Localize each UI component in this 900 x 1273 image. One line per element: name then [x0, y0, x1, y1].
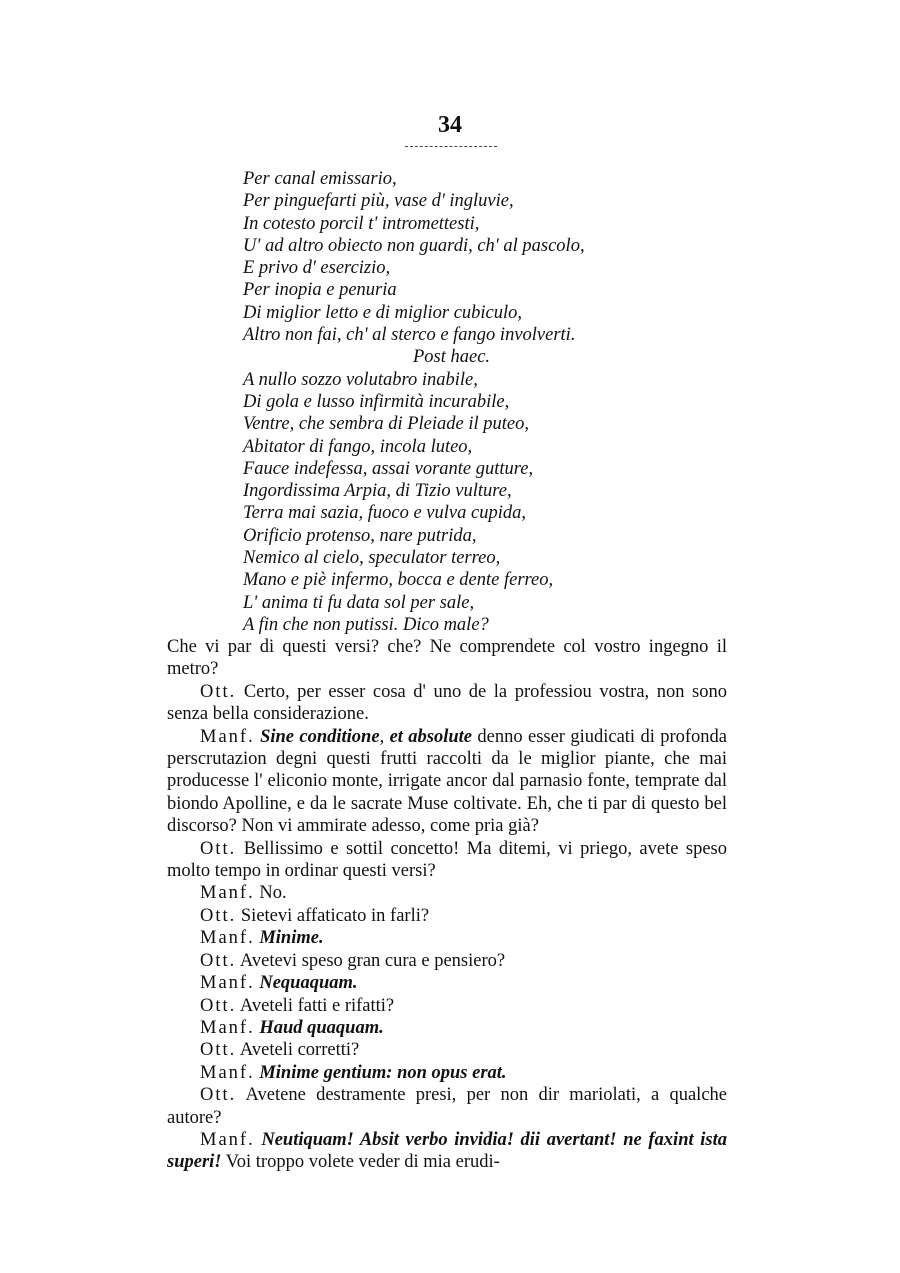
speaker-name: Manf. [200, 726, 255, 747]
verse-line: Abitator di fango, incola luteo, [243, 436, 473, 457]
dialogue-paragraph [167, 882, 727, 904]
speaker-name: Ott. [200, 838, 237, 859]
verse-line: In cotesto porcil t' intromettesti, [243, 213, 480, 234]
verse-line: Nemico al cielo, speculator terreo, [243, 548, 501, 569]
speech-text: denno esser giudicati di profonda perscrutazion degni questi frutti raccolti da le miglior piante, che mai producesse l' eliconio monte, irrigate ancor dal parnasio fonte, temprate dal biondo Apolline, e da le sacrate Muse coltivate. Eh, che ti par di questo bel discorso? Non vi ammirate adesso, come pria già? [167, 726, 727, 837]
speaker-name: Ott. [200, 995, 237, 1016]
speech-text: No. [259, 883, 287, 904]
dialogue-paragraph [167, 726, 727, 838]
latin-phrase: Neutiquam! Absit verbo invidia! dii avertant! ne faxint ista superi! [167, 1129, 727, 1173]
verse-line: U' ad altro obiecto non guardi, ch' al pascolo, [243, 235, 585, 256]
verse-block [243, 168, 585, 636]
speaker-name: Ott. [200, 1085, 237, 1106]
speech-text: Avetene destramente presi, per non dir mariolati, a qualche autore? [167, 1085, 727, 1128]
speaker-name: Ott. [200, 950, 237, 971]
verse-line: Terra mai sazia, fuoco e vulva cupida, [243, 503, 526, 524]
latin-phrase: Haud quaquam. [259, 1017, 384, 1038]
verse-line: Di gola e lusso infirmità incurabile, [243, 391, 510, 412]
verse-line: L' anima ti fu data sol per sale, [243, 592, 475, 613]
latin-phrase: Sine conditione [260, 726, 380, 747]
speech-text: Aveteli corretti? [239, 1040, 360, 1061]
speech-text: , [379, 726, 390, 747]
speaker-name: Manf. [200, 1062, 255, 1083]
speaker-name: Ott. [200, 1040, 237, 1061]
speech-text: Avetevi speso gran cura e pensiero? [239, 950, 506, 971]
verse-line: Di miglior letto e di miglior cubiculo, [243, 302, 523, 323]
dialogue-block [167, 636, 727, 1174]
dialogue-paragraph [167, 1129, 727, 1174]
header-rule [405, 146, 497, 147]
dialogue-paragraph [167, 995, 727, 1017]
speech-text: Certo, per esser cosa d' uno de la professiou vostra, non sono senza bella considerazione. [167, 681, 727, 725]
dialogue-paragraph [167, 681, 727, 726]
verse-line: Ingordissima Arpia, di Tizio vulture, [243, 481, 512, 502]
dialogue-paragraph [167, 950, 727, 972]
dialogue-paragraph [167, 1017, 727, 1039]
dialogue-paragraph [167, 1039, 727, 1061]
latin-phrase: Minime gentium: non opus erat. [259, 1062, 507, 1083]
verse-line: Orificio protenso, nare putrida, [243, 525, 477, 546]
latin-phrase: Minime. [259, 928, 324, 949]
verse-line: Ventre, che sembra di Pleiade il puteo, [243, 414, 529, 435]
verse-heading: Post haec. [413, 347, 491, 368]
speaker-name: Manf. [200, 883, 255, 904]
speaker-name: Manf. [200, 973, 255, 994]
latin-phrase: Nequaquam. [259, 973, 358, 994]
dialogue-paragraph [167, 927, 727, 949]
verse-line: Altro non fai, ch' al sterco e fango involverti. [243, 325, 576, 346]
intro-paragraph: Che vi par di questi versi? che? Ne comprendete col vostro ingegno il metro? [167, 637, 727, 680]
speaker-name: Ott. [200, 905, 237, 926]
verse-line: Mano e piè infermo, bocca e dente ferreo, [243, 570, 554, 591]
dialogue-paragraph [167, 905, 727, 927]
page-number: 34 [438, 112, 462, 138]
dialogue-paragraph [167, 1084, 727, 1129]
dialogue-paragraph [167, 972, 727, 994]
speaker-name: Ott. [200, 681, 237, 702]
verse-line: Per inopia e penuria [243, 280, 397, 301]
verse-line: A fin che non putissi. Dico male? [243, 614, 489, 635]
verse-line: A nullo sozzo volutabro inabile, [243, 369, 478, 390]
speech-text: Voi troppo volete veder di mia erudi- [221, 1152, 500, 1173]
speech-text: Bellissimo e sottil concetto! Ma ditemi, vi priego, avete speso molto tempo in ordinar questi versi? [167, 838, 728, 882]
verse-line: Per pinguefarti più, vase d' ingluvie, [243, 191, 514, 212]
dialogue-paragraph [167, 1062, 727, 1084]
speaker-name: Manf. [200, 1017, 255, 1038]
verse-line: Per canal emissario, [243, 169, 397, 189]
verse-line: E privo d' esercizio, [243, 258, 391, 279]
verse-line: Fauce indefessa, assai vorante gutture, [243, 458, 534, 479]
speaker-name: Manf. [200, 928, 255, 949]
latin-phrase: et absolute [389, 726, 473, 747]
speaker-name: Manf. [200, 1129, 255, 1150]
speech-text: Aveteli fatti e rifatti? [239, 995, 395, 1016]
dialogue-paragraph [167, 838, 727, 883]
speech-text: Sietevi affaticato in farli? [240, 905, 430, 926]
